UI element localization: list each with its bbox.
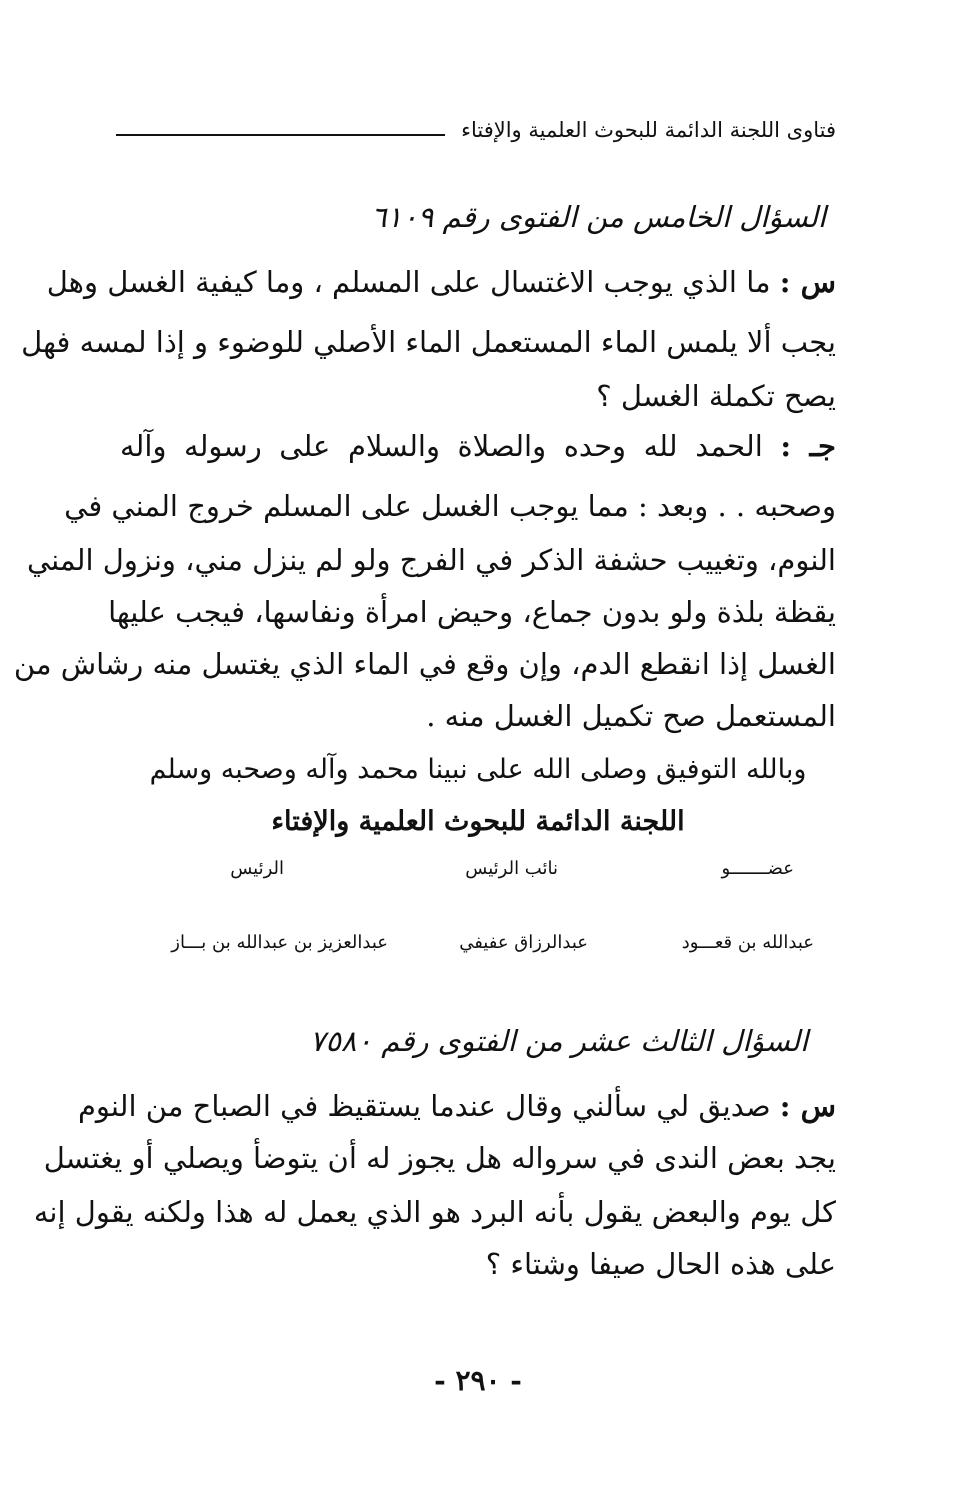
fatwa2-question-line-4: على هذه الحال صيفا وشتاء ؟ (485, 1247, 836, 1281)
signatory-3-name: عبدالعزيز بن عبدالله بن بـــاز (171, 932, 388, 953)
fatwa1-question-line-1 (46, 256, 836, 308)
fatwa2-question-line-3: كل يوم والبعض يقول بأنه البرد هو الذي يعمل له هذا ولكنه يقول إنه (33, 1195, 836, 1229)
signatory-2-role: نائب الرئيس (465, 858, 558, 879)
question-lead: س : (779, 1089, 836, 1123)
signatory-3-role: الرئيس (230, 858, 284, 879)
signatory-1-role: عضـــــــو (721, 858, 794, 879)
fatwa2-question-line-2: يجد بعض الندى في سرواله هل يجوز له أن يتوضأ ويصلي أو يغتسل (43, 1141, 836, 1175)
fatwa1-question-line-2: يجب ألا يلمس الماء المستعمل الماء الأصلي للوضوء و إذا لمسه فهل (21, 325, 836, 359)
answer-text: الحمد لله وحده والصلاة والسلام على رسوله وآله (120, 429, 763, 463)
page-number: - ٢٩٠ - (434, 1364, 522, 1397)
signatory-1-name: عبدالله بن قعـــود (681, 932, 814, 953)
fatwa1-answer-line-6: المستعمل صح تكميل الغسل منه . (426, 699, 836, 733)
header-title: فتاوى اللجنة الدائمة للبحوث العلمية والإفتاء (461, 118, 836, 142)
fatwa1-answer-line-2: وصحبه . . وبعد : مما يوجب الغسل على المسلم خروج المني في (64, 489, 836, 523)
running-header (116, 112, 836, 148)
closing-prayer: وبالله التوفيق وصلى الله على نبينا محمد وآله وصحبه وسلم (149, 754, 807, 785)
question-text: ما الذي يوجب الاغتسال على المسلم ، وما كيفية الغسل وهل (46, 265, 771, 299)
fatwa2-question-line-1 (77, 1080, 836, 1132)
fatwa1-answer-line-5: الغسل إذا انقطع الدم، وإن وقع في الماء الذي يغتسل منه رشاش من (13, 647, 836, 681)
fatwa1-answer-line-1 (120, 420, 836, 472)
committee-name: اللجنة الدائمة للبحوث العلمية والإفتاء (271, 806, 685, 837)
fatwa1-question-line-3: يصح تكملة الغسل ؟ (596, 379, 836, 413)
fatwa2-heading: السؤال الثالث عشر من الفتوى رقم ٧٥٨٠ (309, 1024, 808, 1058)
question-text: صديق لي سألني وقال عندما يستقيظ في الصباح من النوم (77, 1089, 771, 1123)
signatory-2-name: عبدالرزاق عفيفي (459, 932, 588, 953)
answer-lead: جـ : (780, 429, 836, 463)
question-lead: س : (779, 265, 836, 299)
fatwa1-answer-line-4: يقظة بلذة ولو بدون جماع، وحيض امرأة ونفاسها، فيجب عليها (108, 595, 836, 629)
header-rule (116, 134, 445, 136)
fatwa1-heading: السؤال الخامس من الفتوى رقم ٦١٠٩ (370, 200, 826, 234)
fatwa1-answer-line-3: النوم، وتغييب حشفة الذكر في الفرج ولو لم ينزل مني، ونزول المني (26, 543, 836, 577)
